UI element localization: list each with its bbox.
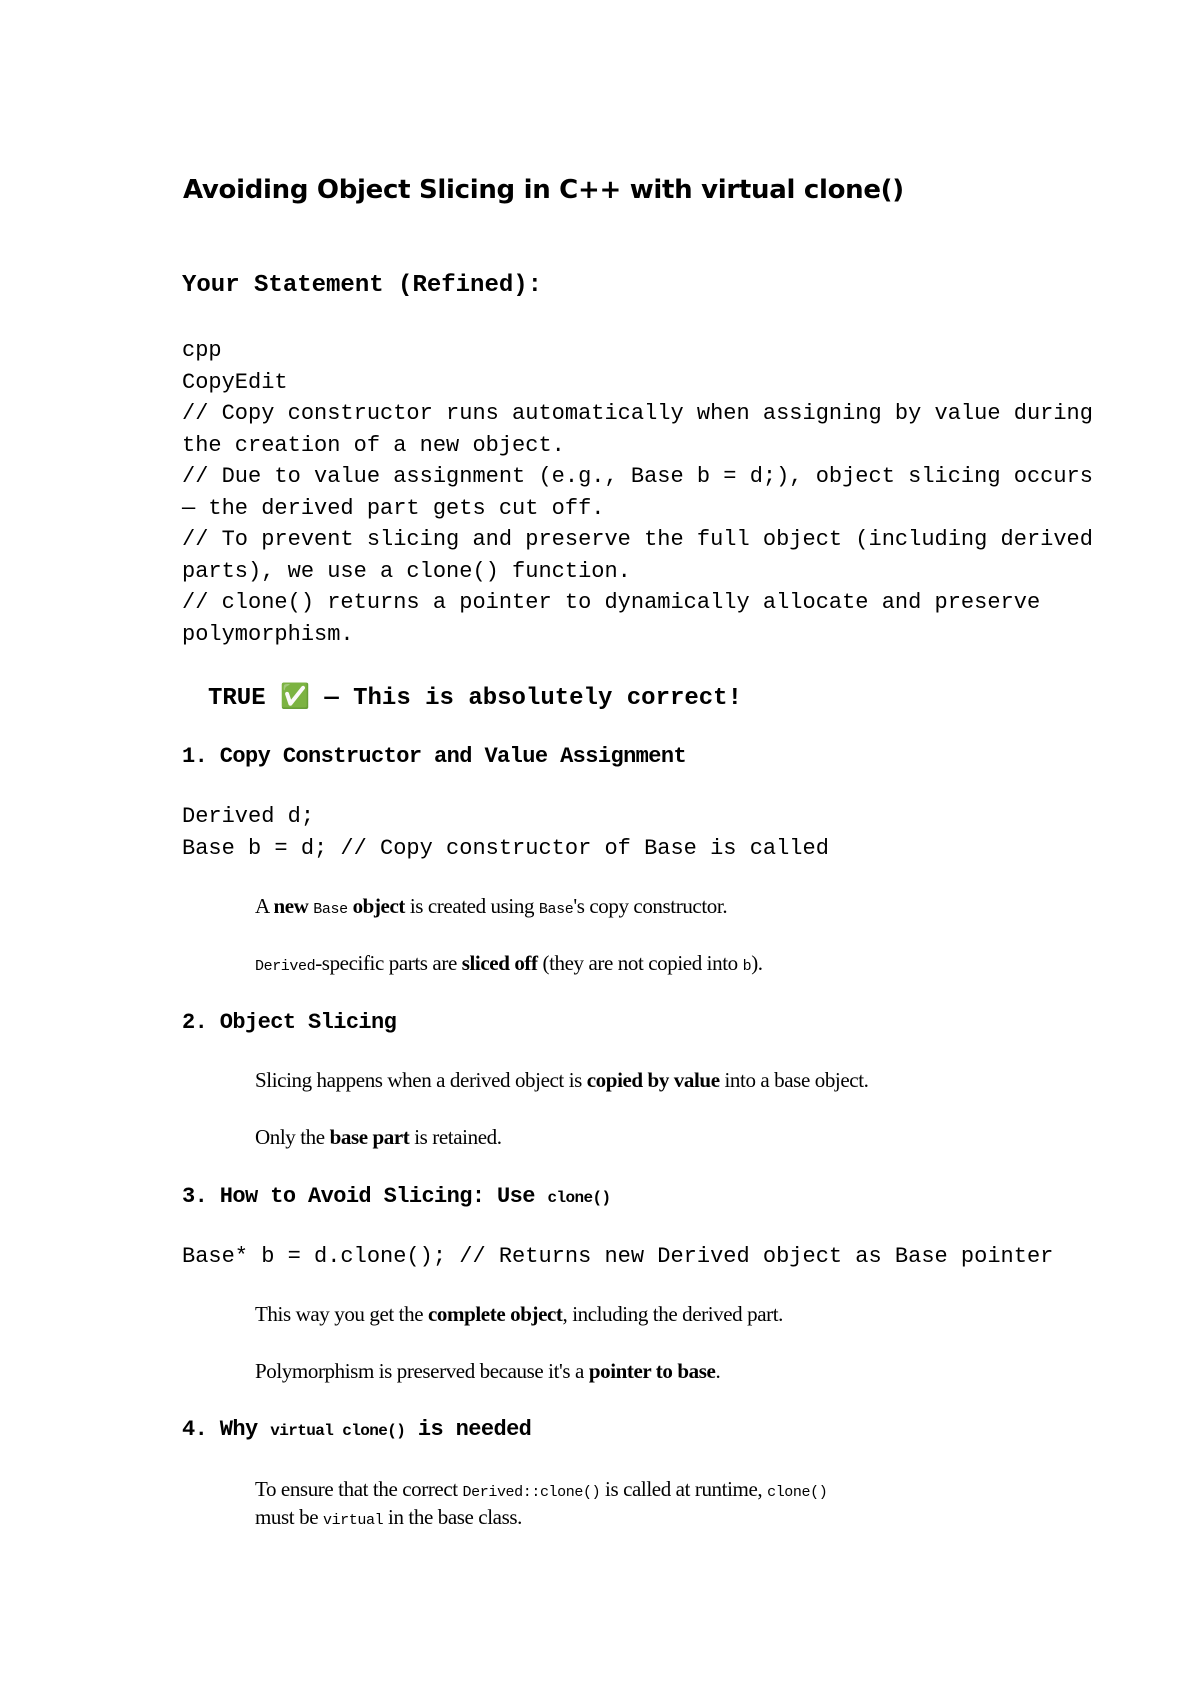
section-2-paragraph: Slicing happens when a derived object is copied by value into a base object.	[255, 1068, 869, 1092]
statement-line: polymorphism.	[182, 622, 354, 647]
section-1-paragraph: Derived-specific parts are sliced off (they are not copied into b).	[255, 951, 763, 975]
check-icon: ✅	[280, 682, 310, 710]
statement-line: parts), we use a clone() function.	[182, 559, 631, 584]
verdict-true-label: TRUE	[208, 685, 266, 712]
section-1-paragraph: A new Base object is created using Base's copy constructor.	[255, 894, 728, 918]
section-3-paragraph: Polymorphism is preserved because it's a pointer to base.	[255, 1359, 721, 1383]
document-title: Avoiding Object Slicing in C++ with virtual clone()	[183, 175, 904, 205]
section-1-heading: 1. Copy Constructor and Value Assignment	[182, 744, 687, 769]
section-4-heading: 4. Why virtual clone() is needed	[182, 1417, 532, 1442]
section-3-paragraph: This way you get the complete object, including the derived part.	[255, 1302, 784, 1326]
code-language-label: cpp	[182, 338, 222, 363]
verdict-text: — This is absolutely correct!	[324, 685, 742, 712]
section-4-paragraph: To ensure that the correct Derived::clone() is called at runtime, clone()	[255, 1477, 828, 1501]
statement-line: // To prevent slicing and preserve the full object (including derived	[182, 527, 1093, 552]
statement-heading: Your Statement (Refined):	[182, 272, 543, 299]
statement-line: // Copy constructor runs automatically when assigning by value during	[182, 401, 1093, 426]
section-3-heading: 3. How to Avoid Slicing: Use clone()	[182, 1184, 611, 1209]
code-line: Base b = d; // Copy constructor of Base is called	[182, 836, 829, 861]
statement-line: — the derived part gets cut off.	[182, 496, 605, 521]
code-line: Derived d;	[182, 804, 315, 829]
statement-line: // Due to value assignment (e.g., Base b = d;), object slicing occurs	[182, 464, 1093, 489]
copy-edit-button[interactable]: CopyEdit	[182, 370, 288, 395]
section-2-paragraph: Only the base part is retained.	[255, 1125, 502, 1149]
verdict-line	[208, 682, 742, 712]
section-2-heading: 2. Object Slicing	[182, 1010, 397, 1035]
statement-line: // clone() returns a pointer to dynamically allocate and preserve	[182, 590, 1041, 615]
section-4-paragraph: must be virtual in the base class.	[255, 1505, 522, 1529]
statement-line: the creation of a new object.	[182, 433, 565, 458]
code-line: Base* b = d.clone(); // Returns new Derived object as Base pointer	[182, 1244, 1054, 1269]
